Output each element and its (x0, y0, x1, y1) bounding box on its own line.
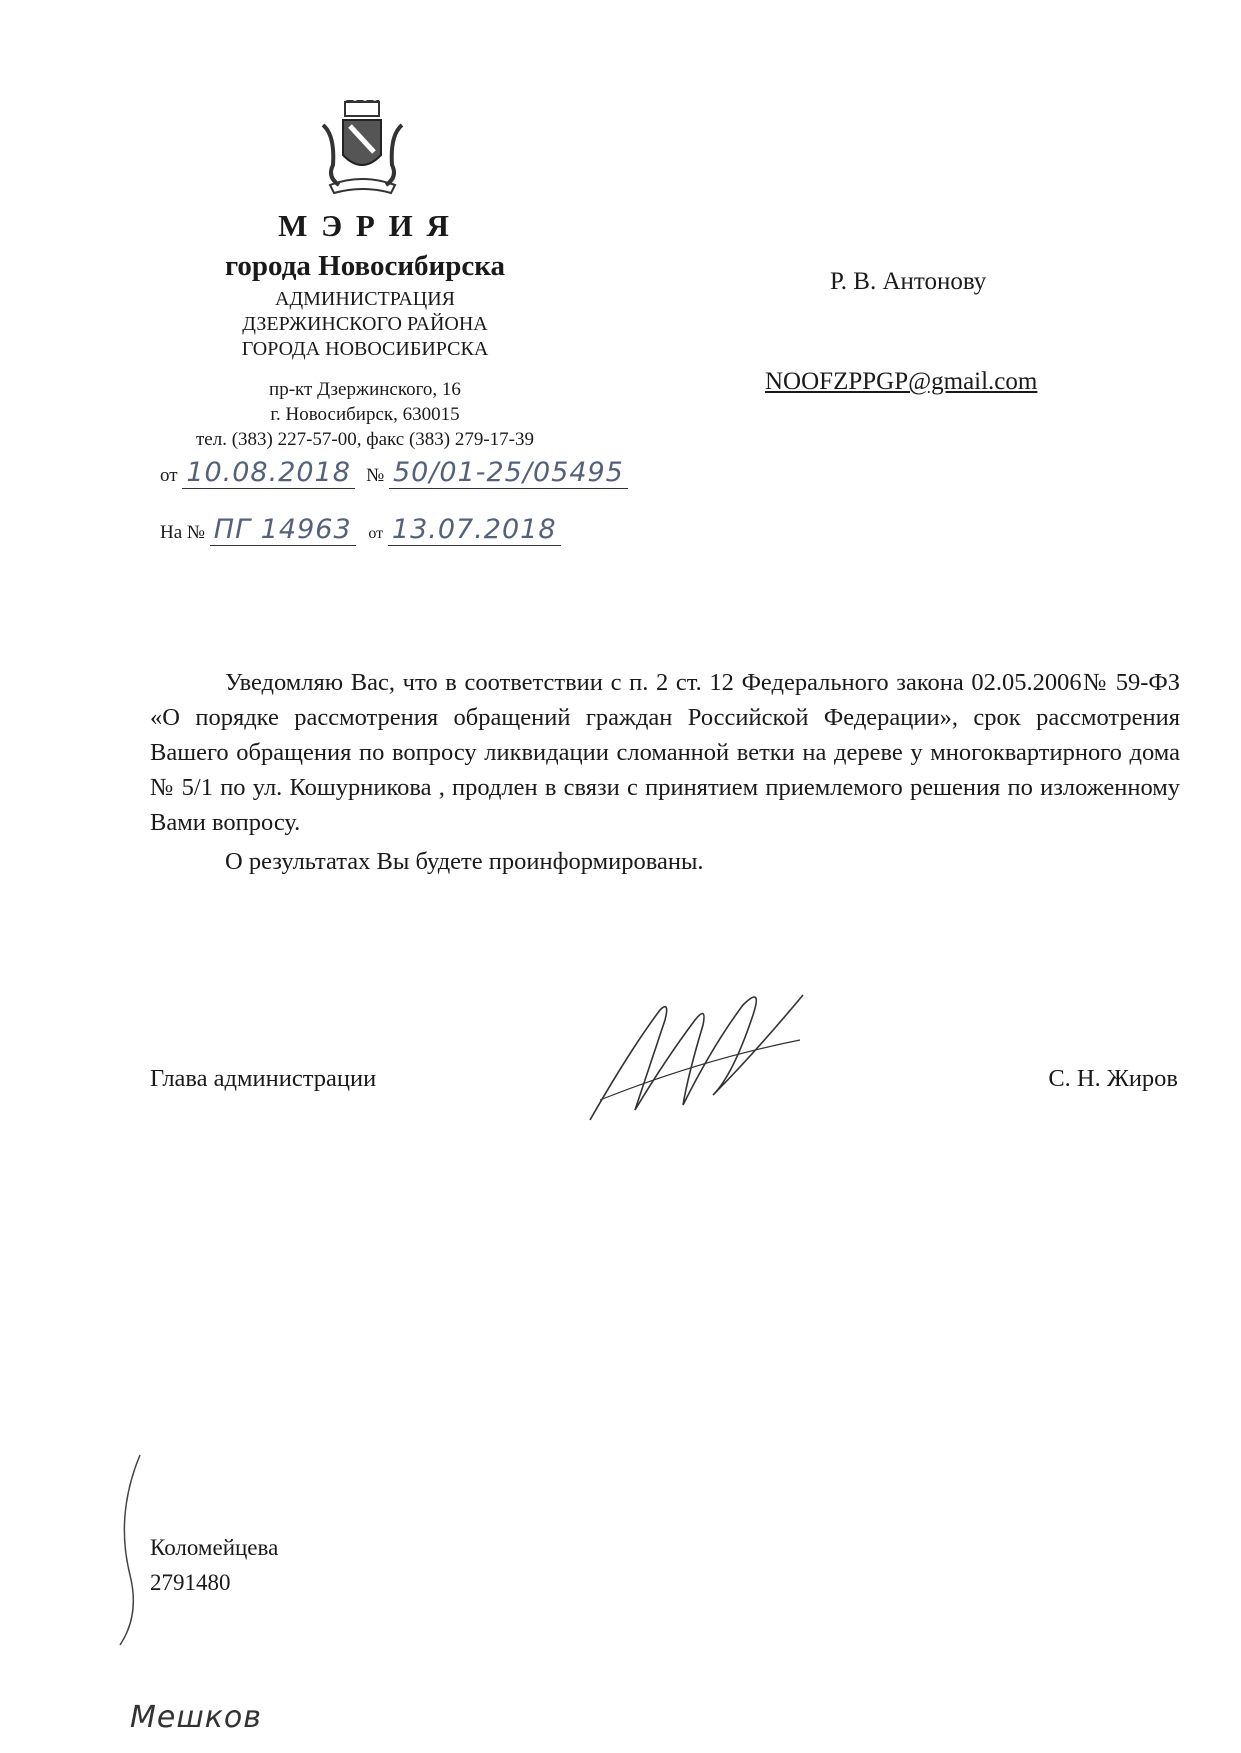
org-city: города Новосибирска (224, 250, 506, 282)
letter-number: 50/01-25/05495 (389, 458, 628, 489)
dept-line-3: ГОРОДА НОВОСИБИРСКА (241, 338, 489, 360)
handwritten-signature (580, 980, 810, 1130)
signatory-name: С. Н. Жиров (1048, 1065, 1178, 1092)
recipient-email: NOOFZPPGP@gmail.com (765, 368, 1038, 395)
reply-from-label: от (368, 525, 384, 542)
handwritten-note: Мешков (130, 1700, 262, 1735)
executor-name: Коломейцева (150, 1535, 279, 1560)
dept-line-1: АДМИНИСТРАЦИЯ (275, 288, 455, 310)
address-line-1: пр-кт Дзержинского, 16 (269, 379, 461, 400)
executor-initials-mark (105, 1450, 155, 1650)
body-paragraph-1: Уведомляю Вас, что в соответствии с п. 2 ст. 12 Федерального закона 02.05.2006№ 59-ФЗ «О порядке рассмотрения обращений граждан Российской Федерации», срок рассмотрения Вашего обращения по вопросу ликвидации сломанной ветки на дереве у многоквартирного дома № 5/1 по ул. Кошурникова , продлен в связи с принятием приемлемого решения по изложенному Вами вопросу. (150, 669, 1180, 836)
recipient-name: Р. В. Антонову (830, 268, 987, 295)
address-line-2: г. Новосибирск, 630015 (270, 404, 460, 425)
reply-number: ПГ 14963 (210, 515, 356, 546)
incoming-reference (160, 515, 561, 546)
from-label: от (160, 465, 178, 486)
reply-label: На № (160, 522, 206, 543)
address-line-3: тел. (383) 227-57-00, факс (383) 279-17-39 (195, 429, 535, 450)
body-paragraph-2: О результатах Вы будете проинформированы. (225, 848, 704, 875)
letter-date: 10.08.2018 (182, 458, 355, 489)
number-label: № (366, 465, 385, 486)
outgoing-reference (160, 458, 628, 489)
executor-phone: 2791480 (150, 1570, 231, 1595)
signatory-position: Глава администрации (150, 1065, 377, 1092)
reply-date: 13.07.2018 (388, 515, 561, 546)
dept-line-2: ДЗЕРЖИНСКОГО РАЙОНА (242, 313, 488, 335)
org-title: М Э Р И Я (278, 208, 452, 243)
letter-body (150, 665, 1180, 879)
coat-of-arms-emblem (315, 100, 410, 200)
